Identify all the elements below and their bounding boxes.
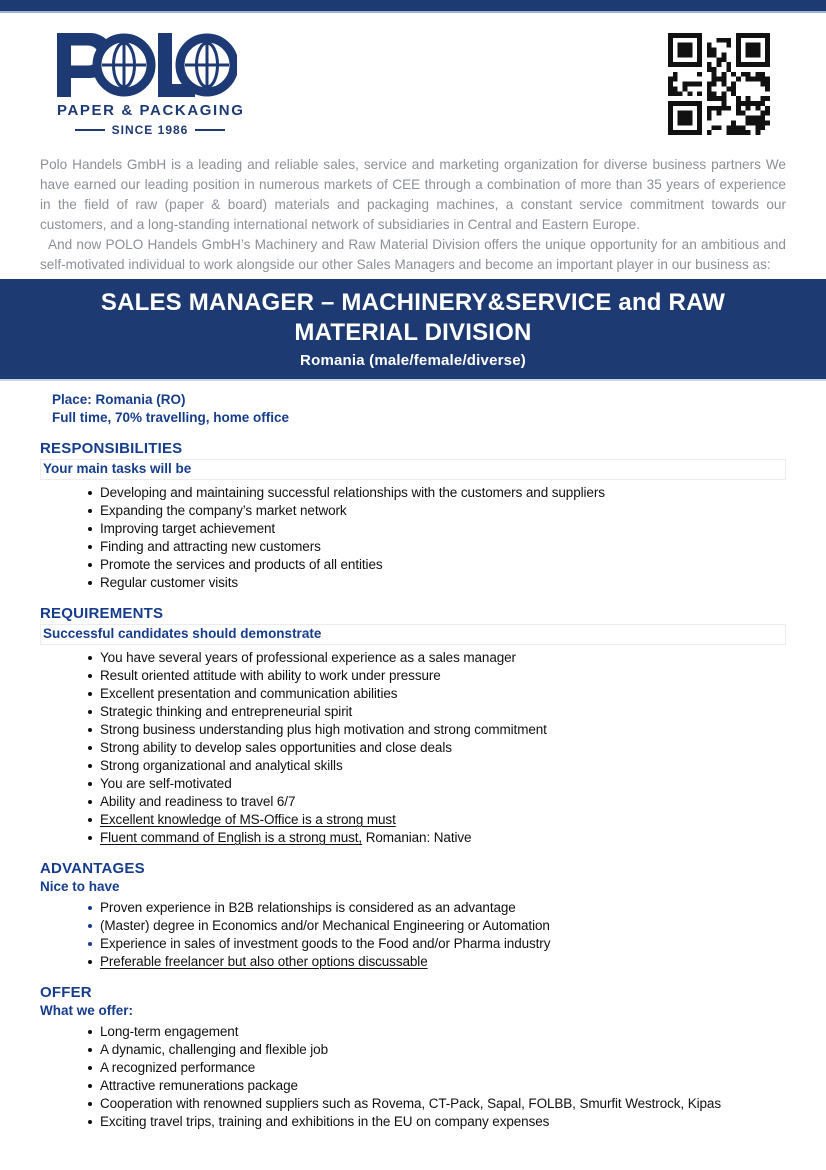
intro-text [40, 155, 786, 275]
bullet-text: Result oriented attitude with ability to work under pressure [100, 668, 441, 683]
section-heading: REQUIREMENTS [40, 605, 164, 622]
bullet-text: Strategic thinking and entrepreneurial spirit [100, 704, 353, 719]
bullet-item [40, 757, 786, 775]
section-heading: RESPONSIBILITIES [40, 440, 183, 457]
polo-globe-logo-icon [57, 33, 237, 97]
job-title-line: MATERIAL DIVISION [294, 319, 532, 346]
intro-paragraph-1: Polo Handels GmbH is a leading and reliable sales, service and marketing organization for diverse business partners We have earned our leading position in numerous markets of CEE through a combination of more than 35 years of experience in the field of raw (paper & board) materials and packaging machines, a constant service commitment towards our customers, and a long-standing international network of subsidiaries in Central and Eastern Europe. [40, 157, 786, 232]
since-text: SINCE 1986 [111, 123, 189, 137]
bullet-item [40, 1041, 786, 1059]
bullet-text: Strong business understanding plus high motivation and strong commitment [100, 722, 547, 737]
bullet-marker [88, 942, 92, 946]
bullet-item [40, 649, 786, 667]
section-responsibilities [40, 441, 786, 592]
bullet-item [40, 520, 786, 538]
logo-tagline: PAPER & PACKAGING [57, 102, 245, 119]
bullet-list [40, 649, 786, 847]
bullet-item [40, 1113, 786, 1131]
section-subheading: Successful candidates should demonstrate [40, 624, 786, 645]
bullet-item [40, 1095, 786, 1113]
top-accent-bar [0, 0, 826, 13]
bullet-text: You are self-motivated [100, 776, 232, 791]
bullet-list [40, 1023, 786, 1131]
bullet-item [40, 899, 786, 917]
bullet-marker [88, 800, 92, 804]
bullet-item [40, 484, 786, 502]
bullet-marker [88, 656, 92, 660]
bullet-marker [88, 545, 92, 549]
bullet-text: Excellent presentation and communication abilities [100, 686, 398, 701]
bullet-marker [88, 836, 92, 840]
header [0, 13, 826, 137]
bullet-list [40, 899, 786, 971]
terms-line: Full time, 70% travelling, home office [52, 410, 290, 425]
bullet-text: (Master) degree in Economics and/or Mechanical Engineering or Automation [100, 918, 550, 933]
bullet-marker [88, 818, 92, 822]
bullet-marker [88, 491, 92, 495]
bullet-text: Experience in sales of investment goods to the Food and/or Pharma industry [100, 936, 551, 951]
bullet-text: You have several years of professional experience as a sales manager [100, 650, 516, 665]
bullet-marker [88, 782, 92, 786]
bullet-marker [88, 764, 92, 768]
bullet-text: Finding and attracting new customers [100, 539, 321, 554]
job-title-line: SALES MANAGER – MACHINERY&SERVICE and RAW [100, 289, 726, 316]
bullet-marker [88, 1102, 92, 1106]
bullet-item [40, 685, 786, 703]
company-logo [57, 33, 243, 137]
bullet-marker [88, 746, 92, 750]
bullet-text: Proven experience in B2B relationships is considered as an advantage [100, 900, 516, 915]
section-heading: OFFER [40, 984, 92, 1001]
bullet-marker [88, 710, 92, 714]
job-title [60, 288, 766, 348]
bullet-text: A recognized performance [100, 1060, 256, 1075]
content-sections [40, 441, 786, 1131]
bullet-text: A dynamic, challenging and flexible job [100, 1042, 328, 1057]
job-location-line: Romania (male/female/diverse) [300, 352, 526, 369]
section-advantages [40, 861, 786, 971]
logo-since [57, 123, 243, 137]
bullet-item [40, 739, 786, 757]
bullet-marker [88, 1120, 92, 1124]
bullet-item [40, 1059, 786, 1077]
position-details [52, 391, 786, 427]
bullet-text: Expanding the company’s market network [100, 503, 347, 518]
bullet-item [40, 811, 786, 829]
bullet-text: Excellent knowledge of MS-Office is a strong must [100, 812, 396, 827]
bullet-item [40, 775, 786, 793]
bullet-marker [88, 906, 92, 910]
bullet-list [40, 484, 786, 592]
since-left-rule [75, 129, 105, 131]
bullet-item [40, 721, 786, 739]
bullet-item [40, 917, 786, 935]
bullet-item [40, 556, 786, 574]
bullet-marker [88, 728, 92, 732]
bullet-item [40, 703, 786, 721]
bullet-text: Strong ability to develop sales opportunities and close deals [100, 740, 452, 755]
bullet-item [40, 829, 786, 847]
bullet-text: Developing and maintaining successful relationships with the customers and suppliers [100, 485, 605, 500]
job-title-banner [0, 279, 826, 381]
bullet-text: Long-term engagement [100, 1024, 239, 1039]
bullet-item [40, 1077, 786, 1095]
section-offer [40, 985, 786, 1131]
bullet-text: Exciting travel trips, training and exhibitions in the EU on company expenses [100, 1114, 550, 1129]
section-subheading: What we offer: [40, 1003, 133, 1018]
bullet-marker [88, 1048, 92, 1052]
bullet-marker [88, 1066, 92, 1070]
bullet-text: Ability and readiness to travel 6/7 [100, 794, 296, 809]
bullet-item [40, 502, 786, 520]
bullet-item [40, 667, 786, 685]
bullet-marker [88, 960, 92, 964]
bullet-text: Fluent command of English is a strong must, [100, 830, 363, 845]
bullet-marker [88, 692, 92, 696]
section-heading: ADVANTAGES [40, 860, 145, 877]
bullet-text: Promote the services and products of all entities [100, 557, 383, 572]
bullet-item [40, 793, 786, 811]
bullet-marker [88, 509, 92, 513]
bullet-marker [88, 924, 92, 928]
bullet-item [40, 935, 786, 953]
since-right-rule [195, 129, 225, 131]
bullet-item [40, 538, 786, 556]
bullet-text: Cooperation with renowned suppliers such as Rovema, CT-Pack, Sapal, FOLBB, Smurfit Westrock, Kipas [100, 1096, 721, 1111]
bullet-item [40, 953, 786, 971]
bullet-text: Strong organizational and analytical skills [100, 758, 343, 773]
intro-paragraph-2: And now POLO Handels GmbH’s Machinery and Raw Material Division offers the unique opportunity for an ambitious and self-motivated individual to work alongside our other Sales Managers and become an important player in our business as: [40, 237, 786, 272]
bullet-marker [88, 1084, 92, 1088]
section-subheading: Your main tasks will be [40, 459, 786, 480]
bullet-text: Regular customer visits [100, 575, 238, 590]
bullet-item [40, 574, 786, 592]
section-requirements [40, 606, 786, 847]
bullet-marker [88, 527, 92, 531]
section-subheading: Nice to have [40, 879, 120, 894]
place-line: Place: Romania (RO) [52, 392, 186, 407]
bullet-item [40, 1023, 786, 1041]
bullet-marker [88, 581, 92, 585]
bullet-marker [88, 674, 92, 678]
bullet-text: Improving target achievement [100, 521, 276, 536]
qr-code-icon [668, 33, 770, 135]
bullet-marker [88, 1030, 92, 1034]
bullet-text: Romanian: Native [362, 830, 472, 845]
bullet-text: Preferable freelancer but also other options discussable [100, 954, 428, 969]
bullet-text: Attractive remunerations package [100, 1078, 298, 1093]
bullet-marker [88, 563, 92, 567]
